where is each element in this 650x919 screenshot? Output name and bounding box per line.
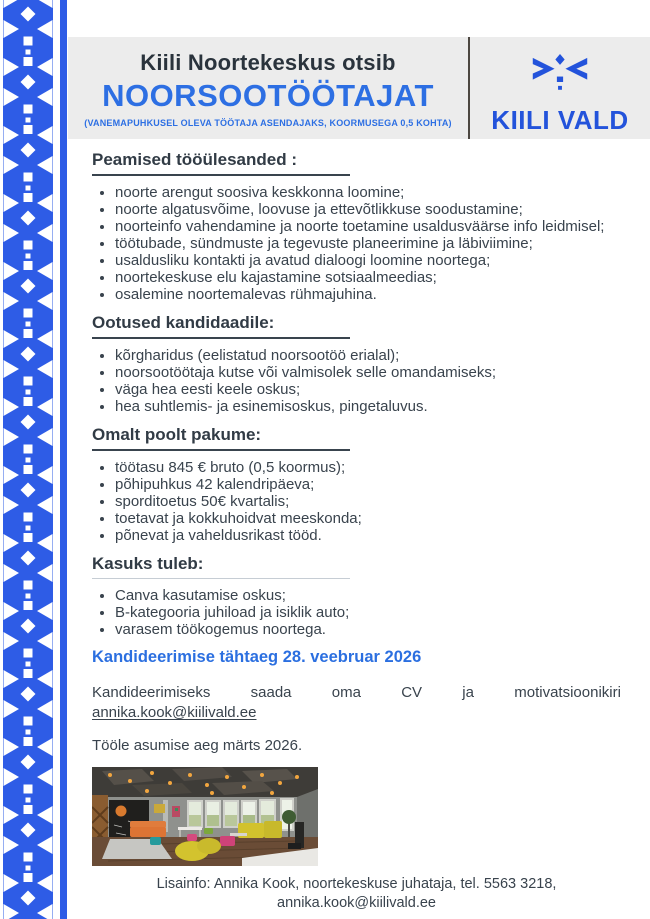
section-heading-advantages: Kasuks tuleb: bbox=[92, 554, 204, 573]
start-date: Tööle asumise aeg märts 2026. bbox=[92, 737, 303, 754]
word: oma bbox=[331, 684, 361, 701]
bullet-item: • põnevat ja vaheldusrikast tööd. bbox=[115, 527, 621, 544]
word: saada bbox=[250, 684, 292, 701]
page-title: NOORSOOTÖÖTAJAT bbox=[102, 78, 434, 113]
bullet-item: • töötubade, sündmuste ja tegevuste planeerimine ja läbiviimine; bbox=[115, 235, 621, 252]
bullet-item: • noortekeskuse elu kajastamine sotsiaalmeedias; bbox=[115, 269, 621, 286]
heading-rule bbox=[92, 337, 350, 339]
apply-instructions bbox=[92, 683, 621, 722]
advantages-list bbox=[92, 587, 621, 638]
expectations-list bbox=[92, 347, 621, 415]
heading-rule-light bbox=[92, 578, 350, 579]
bullet-item: • hea suhtlemis- ja esinemisoskus, pingetaluvus. bbox=[115, 398, 621, 415]
bullet-item: • usaldusliku kontakti ja avatud dialoogi loomine noortega; bbox=[115, 252, 621, 269]
heading-rule bbox=[92, 174, 350, 176]
bullet-item: • väga hea eesti keele oskus; bbox=[115, 381, 621, 398]
heading-rule bbox=[92, 449, 350, 451]
header-banner bbox=[68, 37, 650, 139]
word: CV bbox=[401, 684, 423, 701]
application-email-link[interactable]: annika.kook@kiilivald.ee bbox=[92, 704, 257, 721]
bullet-item: • osalemine noortemalevas rühmajuhina. bbox=[115, 286, 621, 303]
word: Kandideerimiseks bbox=[92, 684, 211, 701]
bullet-item: • varasem töökogemus noortega. bbox=[115, 621, 621, 638]
application-deadline: Kandideerimise tähtaeg 28. veebruar 2026 bbox=[92, 648, 422, 666]
header-titles bbox=[68, 37, 468, 139]
bullet-item: • B-kategooria juhiload ja isiklik auto; bbox=[115, 604, 621, 621]
word: ja bbox=[462, 684, 474, 701]
bullet-item: • sporditoetus 50€ kvartalis; bbox=[115, 493, 621, 510]
bullet-item: • kõrgharidus (eelistatud noorsootöö erialal); bbox=[115, 347, 621, 364]
logo-block bbox=[470, 37, 650, 139]
folk-pattern-icon bbox=[3, 0, 53, 919]
bullet-item: • toetavat ja kokkuhoidvat meeskonda; bbox=[115, 510, 621, 527]
bullet-item: • noorteinfo vahendamine ja noorte toetamine usaldusväärse info leidmisel; bbox=[115, 218, 621, 235]
header-note: (VANEMAPUHKUSEL OLEVA TÖÖTAJA ASENDAJAKS, KOORMUSEGA 0,5 KOHTA) bbox=[84, 118, 452, 128]
section-heading-expectations: Ootused kandidaadile: bbox=[92, 313, 275, 332]
contact-email: annika.kook@kiilivald.ee bbox=[277, 895, 436, 911]
section-heading-duties: Peamised tööülesanded : bbox=[92, 150, 297, 169]
contact-line: Lisainfo: Annika Kook, noortekeskuse juhataja, tel. 5563 3218, bbox=[156, 876, 557, 892]
bullet-item: • töötasu 845 € bruto (0,5 koormus); bbox=[115, 459, 621, 476]
dragonfly-logo-icon bbox=[525, 52, 595, 98]
duties-list bbox=[92, 184, 621, 303]
decorative-border bbox=[0, 0, 68, 919]
bullet-item: • noorte algatusvõime, loovuse ja ettevõtlikkuse soodustamine; bbox=[115, 201, 621, 218]
youth-center-photo bbox=[92, 767, 318, 866]
word: motivatsioonikiri bbox=[514, 684, 621, 701]
offer-list bbox=[92, 459, 621, 544]
bullet-item: • noorsootöötaja kutse või valmisolek selle omandamiseks; bbox=[115, 364, 621, 381]
header-subheading: Kiili Noortekeskus otsib bbox=[140, 50, 396, 75]
logo-text: KIILI VALD bbox=[491, 105, 629, 135]
bullet-item: • noorte arengut soosiva keskkonna loomine; bbox=[115, 184, 621, 201]
border-accent-bar bbox=[60, 0, 67, 919]
content-column bbox=[92, 150, 621, 913]
section-heading-offer: Omalt poolt pakume: bbox=[92, 425, 262, 444]
apply-instructions-line bbox=[92, 683, 621, 702]
bullet-item: • Canva kasutamise oskus; bbox=[115, 587, 621, 604]
bullet-item: • põhipuhkus 42 kalendripäeva; bbox=[115, 476, 621, 493]
contact-footer bbox=[92, 875, 621, 913]
